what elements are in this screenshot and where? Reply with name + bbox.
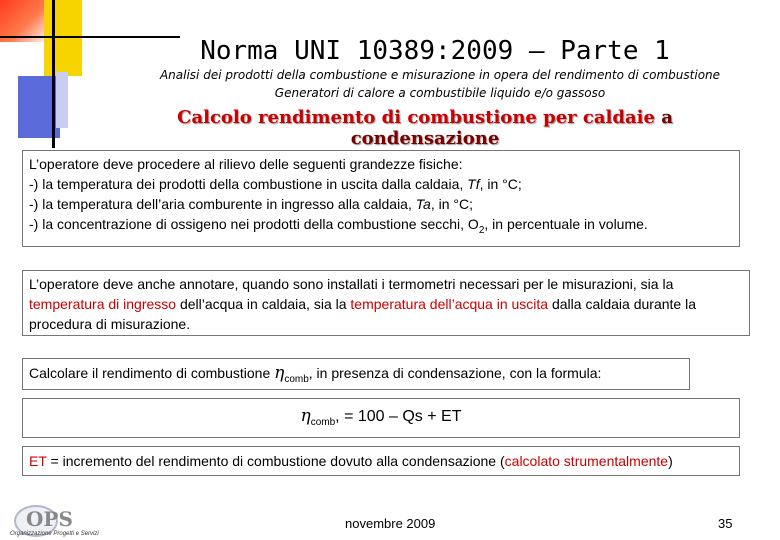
company-logo bbox=[2, 505, 132, 539]
slide-title: Norma UNI 10389:2009 – Parte 1 bbox=[200, 36, 670, 66]
box1-line-4-text: -) la concentrazione di ossigeno nei prodotti della combustione secchi, O bbox=[29, 216, 479, 232]
box2-text-3: dalla caldaia durante la procedura di misurazione. bbox=[29, 296, 696, 332]
o2-subscript: 2 bbox=[478, 224, 485, 236]
logo-caption: Organizzazione Progetti e Servizi bbox=[10, 531, 99, 537]
outlet-temperature-highlight: temperatura dell’acqua in uscita bbox=[350, 296, 549, 312]
section-title-emphasis: a condensazione bbox=[350, 107, 673, 149]
box1-line-3-text: -) la temperatura dell’aria comburente in ingresso alla caldaia, bbox=[29, 196, 412, 212]
box1-line-4 bbox=[29, 214, 733, 241]
box1-line-4-unit: , in percentuale in volume. bbox=[484, 216, 648, 232]
box2-text-1: L’operatore deve anche annotare, quando sono installati i termometri necessari per le misurazioni, sia la bbox=[29, 276, 674, 292]
formula-eta-symbol: η bbox=[300, 406, 311, 426]
decor-vertical-line bbox=[52, 0, 55, 148]
formula-eta-subscript: comb bbox=[310, 417, 336, 429]
measured-quantities-box bbox=[22, 150, 740, 247]
et-definition-box bbox=[22, 446, 740, 476]
temperature-notes-box bbox=[22, 270, 750, 336]
variable-ta: Ta bbox=[415, 196, 431, 212]
logo-letters: OPS bbox=[26, 507, 73, 531]
subtitle-line-1: Analisi dei prodotti della combustione e misurazione in opera del rendimento di combustione bbox=[159, 68, 721, 82]
variable-tf: Tf bbox=[467, 176, 480, 192]
section-title bbox=[100, 107, 750, 149]
calculation-instruction-box bbox=[22, 358, 690, 390]
decor-yellow-block bbox=[44, 0, 82, 76]
et-definition-text: = incremento del rendimento di combustione dovuto alla condensazione ( bbox=[50, 453, 505, 469]
box1-line-2-unit: , in °C; bbox=[479, 176, 522, 192]
box3-text-1: Calcolare il rendimento di combustione bbox=[29, 365, 271, 381]
eta-symbol: η bbox=[274, 363, 285, 383]
et-label: ET bbox=[29, 453, 47, 469]
formula-expression: , = 100 – Qs + ET bbox=[335, 408, 462, 425]
box1-line-2-text: -) la temperatura dei prodotti della combustione in uscita dalla caldaia, bbox=[29, 176, 464, 192]
inlet-temperature-highlight: temperatura di ingresso bbox=[29, 296, 177, 312]
box1-line-1: L’operatore deve procedere al rilievo delle seguenti grandezze fisiche: bbox=[29, 156, 463, 172]
formula-box bbox=[22, 398, 740, 438]
box1-line-3 bbox=[29, 194, 733, 214]
subtitle-line-2: Generatori di calore a combustibile liquido e/o gassoso bbox=[274, 86, 606, 100]
instrumental-calc-highlight: calcolato strumentalmente bbox=[504, 453, 669, 469]
decor-lilac-block bbox=[56, 72, 68, 128]
box1-line-2 bbox=[29, 174, 733, 194]
footer-date: novembre 2009 bbox=[345, 516, 436, 531]
et-definition-close: ) bbox=[668, 453, 673, 469]
eta-subscript: comb bbox=[284, 373, 309, 385]
page-number: 35 bbox=[718, 516, 733, 531]
box2-text-2: dell’acqua in caldaia, sia la bbox=[179, 296, 347, 312]
box3-text-2: , in presenza di condensazione, con la formula: bbox=[308, 365, 602, 381]
section-title-main: Calcolo rendimento di combustione per caldaie bbox=[177, 107, 655, 128]
box1-line-3-unit: , in °C; bbox=[430, 196, 473, 212]
